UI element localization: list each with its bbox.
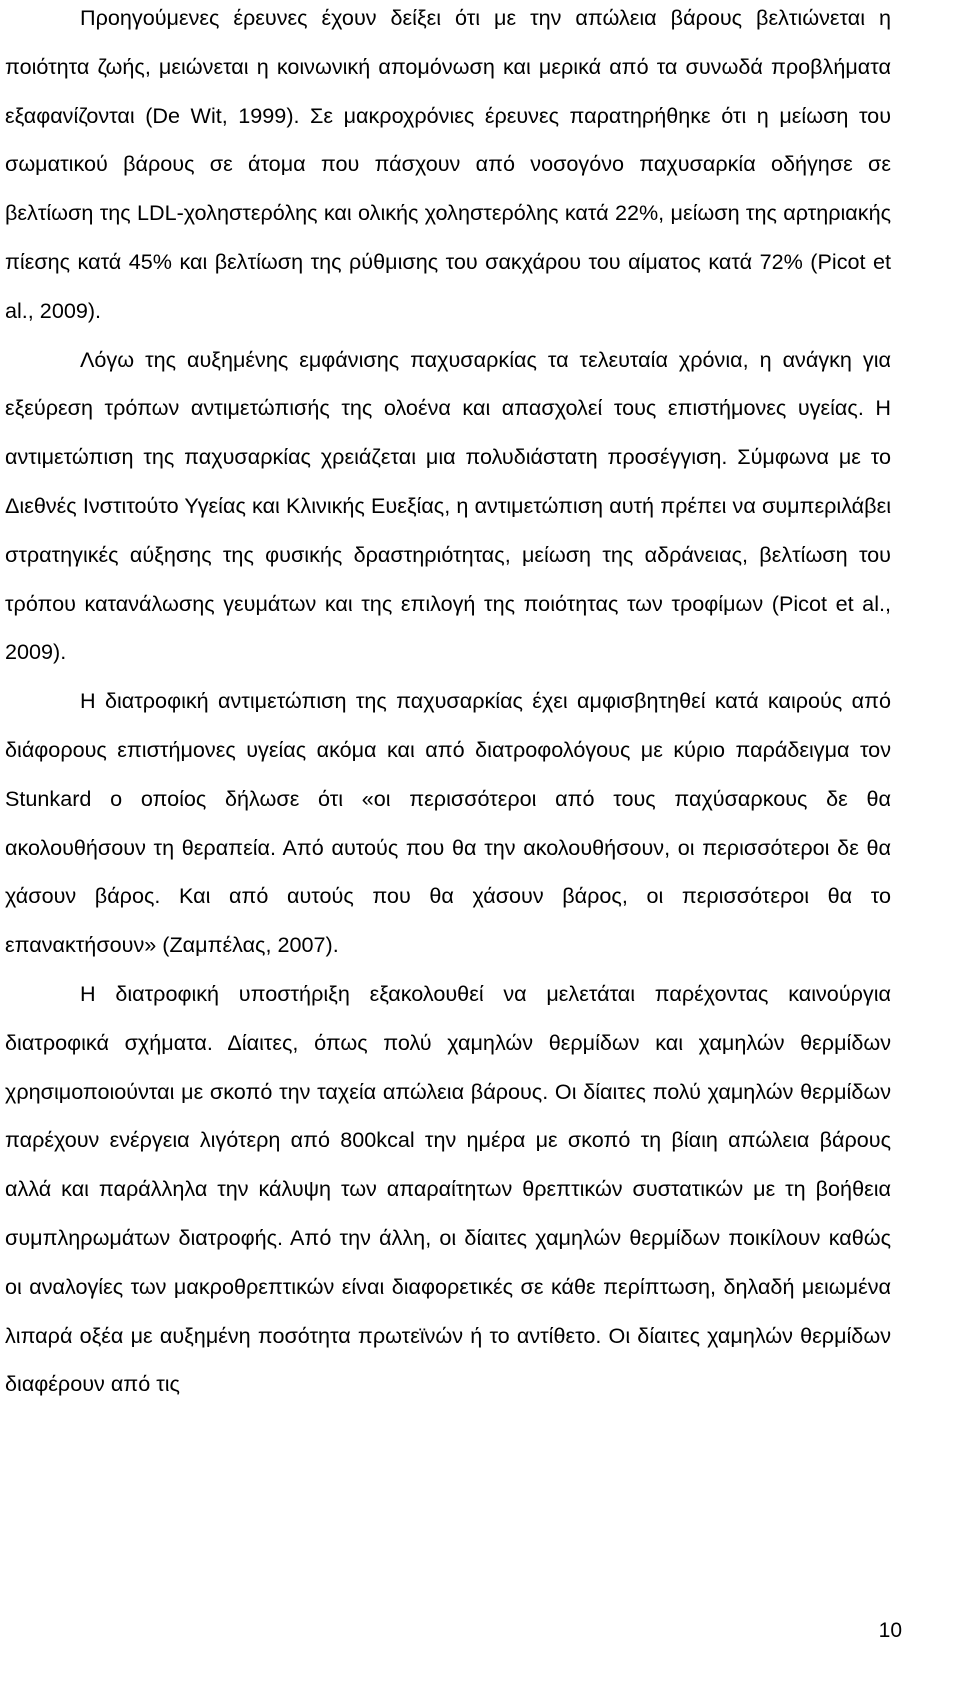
body-text — [5, 0, 891, 1409]
page-number: 10 — [878, 1619, 902, 1642]
paragraph-low-calorie-diets: Η διατροφική υποστήριξη εξακολουθεί να μελετάται παρέχοντας καινούργια διατροφικά σχήματα. Δίαιτες, όπως πολύ χαμηλών θερμίδων και χαμηλών θερμίδων χρησιμοποιούνται με σκοπό την ταχεία απώλεια βάρους. Οι δίαιτες πολύ χαμηλών θερμίδων παρέχουν ενέργεια λιγότερη από 800kcal την ημέρα με σκοπό τη βίαιη απώλεια βάρους αλλά και παράλληλα την κάλυψη των απαραίτητων θρεπτικών συστατικών με τη βοήθεια συμπληρωμάτων διατροφής. Από την άλλη, οι δίαιτες χαμηλών θερμίδων ποικίλουν καθώς οι αναλογίες των μακροθρεπτικών είναι διαφορετικές σε κάθε περίπτωση, δηλαδή μειωμένα λιπαρά οξέα με αυξημένη ποσότητα πρωτεϊνών ή το αντίθετο. Οι δίαιτες χαμηλών θερμίδων διαφέρουν από τις — [5, 980, 891, 1397]
paragraph-dietary-treatment-critique: Η διατροφική αντιμετώπιση της παχυσαρκίας έχει αμφισβητηθεί κατά καιρούς από διάφορους επιστήμονες υγείας ακόμα και από διατροφολόγους με κύριο παράδειγμα τον Stunkard ο οποίος δήλωσε ότι «οι περισσότεροι από τους παχύσαρκους δε θα ακολουθήσουν τη θεραπεία. Από αυτούς που θα την ακολουθήσουν, οι περισσότεροι δε θα χάσουν βάρος. Και από αυτούς που θα χάσουν βάρος, οι περισσότεροι θα το επανακτήσουν» (Ζαμπέλας, 2007). — [5, 688, 891, 958]
paragraph-weight-loss-benefits: Προηγούμενες έρευνες έχουν δείξει ότι με την απώλεια βάρους βελτιώνεται η ποιότητα ζωής, μειώνεται η κοινωνική απομόνωση και μερικά από τα συνωδά προβλήματα εξαφανίζονται (De Wit, 1999). Σε μακροχρόνιες έρευνες παρατηρήθηκε ότι η μείωση του σωματικού βάρους σε άτομα που πάσχουν από νοσογόνο παχυσαρκία οδήγησε σε βελτίωση της LDL-χοληστερόλης και ολικής χοληστερόλης κατά 22%, μείωση της αρτηριακής πίεσης κατά 45% και βελτίωση της ρύθμισης του σακχάρου του αίματος κατά 72% (Picot et al., 2009). — [5, 5, 891, 323]
paragraph-obesity-management: Λόγω της αυξημένης εμφάνισης παχυσαρκίας τα τελευταία χρόνια, η ανάγκη για εξεύρεση τρόπων αντιμετώπισής της ολοένα και απασχολεί τους επιστήμονες υγείας. Η αντιμετώπιση της παχυσαρκίας χρειάζεται μια πολυδιάστατη προσέγγιση. Σύμφωνα με το Διεθνές Ινστιτούτο Υγείας και Κλινικής Ευεξίας, η αντιμετώπιση αυτή πρέπει να συμπεριλάβει στρατηγικές αύξησης της φυσικής δραστηριότητας, μείωση της αδράνειας, βελτίωση του τρόπου κατανάλωσης γευμάτων και της επιλογή της ποιότητας των τροφίμων (Picot et al., 2009). — [5, 346, 891, 665]
